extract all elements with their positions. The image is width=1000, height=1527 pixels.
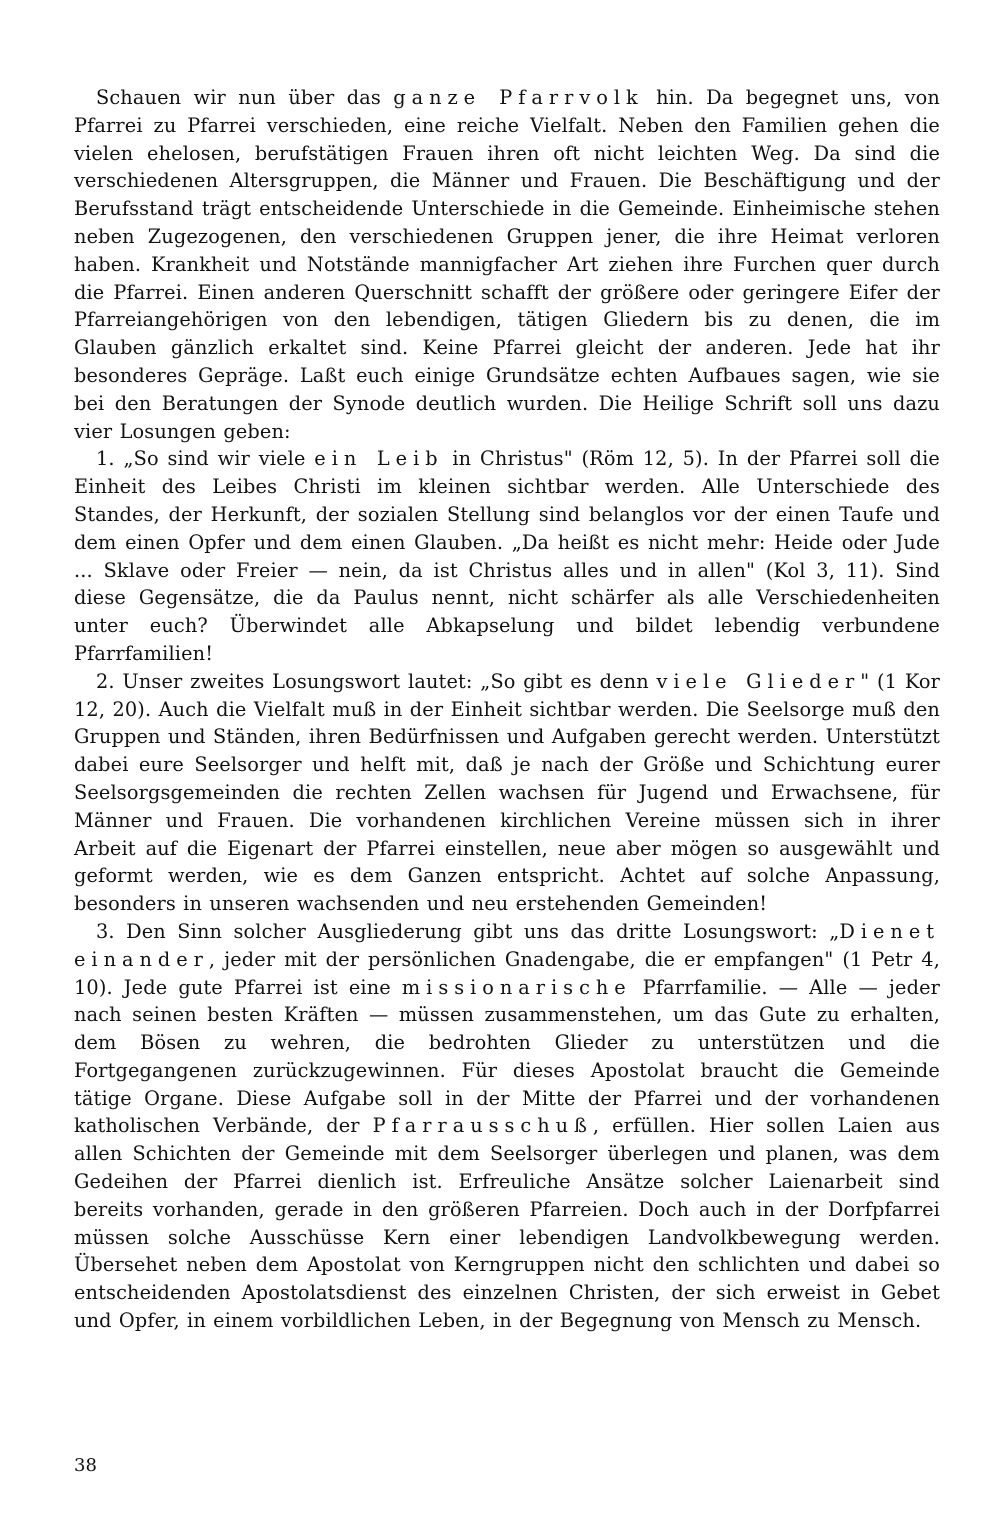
emphasis-spaced: ein Leib bbox=[314, 447, 444, 471]
text-segment: in Christus" (Röm 12, 5). In der Pfarrei soll die Einheit des Leibes Christi im kleinen sichtbar werden. Alle Unterschiede des Standes, der Herkunft, der sozialen Stellung sind belanglos vor der einen Taufe und dem einen Opfer und dem einen Glauben. „Da heißt es nicht mehr: Heide oder Jude ... Sklave oder Freier — nein, da ist Christus alles und in allen" (Kol 3, 11). Sind diese Gegensätze, die da Paulus nennt, nicht schärfer als alle Verschiedenheiten unter euch? Überwindet alle Abkapselung und bildet lebendig verbundene Pfarrfamilien! bbox=[74, 447, 940, 665]
text-segment: Schauen wir nun über das bbox=[96, 86, 394, 109]
paragraph-intro bbox=[74, 84, 940, 445]
emphasis-spaced: viele Glieder bbox=[656, 669, 861, 693]
paragraph-losung-3 bbox=[74, 918, 940, 1335]
page-body bbox=[74, 84, 940, 1484]
text-segment: , jeder mit der persönlichen Gnadengabe, die er empfangen" (1 Petr 4, 10). Jede gute Pfarrei ist eine bbox=[74, 947, 940, 999]
page-number: 38 bbox=[74, 1455, 97, 1476]
emphasis-spaced: ganze Pfarrvolk bbox=[393, 86, 644, 109]
text-segment: 1. „So sind wir viele bbox=[96, 447, 315, 471]
text-segment: hin. Da begegnet uns, von Pfarrei zu Pfarrei verschieden, eine reiche Vielfalt. Neben den Familien gehen die vielen ehelosen, berufstätigen Frauen ihren oft nicht leichten Weg. Da sind die verschiedenen Altersgruppen, die Männer und Frauen. Die Beschäftigung und der Berufsstand trägt entscheidende Unterschiede in die Gemeinde. Einheimische stehen neben Zugezogenen, den verschiedenen Gruppen jener, die ihre Heimat verloren haben. Krankheit und Notstände mannigfacher Art ziehen ihre Furchen quer durch die Pfarrei. Einen anderen Querschnitt schafft der größere oder geringere Eifer der Pfarreiangehörigen von den lebendigen, tätigen Gliedern bis zu denen, die im Glauben gänzlich erkaltet sind. Keine Pfarrei gleicht der anderen. Jede hat ihr besonderes Gepräge. Laßt euch einige Grundsätze echten Aufbaues sagen, wie sie bei den Beratungen der Synode deutlich wurden. Die Heilige Schrift soll uns dazu vier Losungen geben: bbox=[74, 86, 940, 443]
text-segment: " (1 Kor 12, 20). Auch die Vielfalt muß in der Einheit sichtbar werden. Die Seelsorge muß den Gruppen und Ständen, ihren Bedürfnissen und Aufgaben gerecht werden. Unterstützt dabei eure Seelsorger und helft mit, daß je nach der Größe und Schichtung eurer Seelsorgsgemeinden die rechten Zellen wachsen für Jugend und Erwachsene, für Männer und Frauen. Die vorhandenen kirchlichen Vereine müssen sich in ihrer Arbeit auf die Eigenart der Pfarrei einstellen, neue aber mögen so ausgewählt und geformt werden, wie es dem Ganzen entspricht. Achtet auf solche Anpassung, besonders in unseren wachsenden und neu erstehenden Gemeinden! bbox=[74, 669, 940, 916]
text-segment: , erfüllen. Hier sollen Laien aus allen Schichten der Gemeinde mit dem Seelsorger überlegen und planen, was dem Gedeihen der Pfarrei dienlich ist. Erfreuliche Ansätze solcher Laienarbeit sind bereits vorhanden, gerade in den größeren Pfarreien. Doch auch in der Dorfpfarrei müssen solche Ausschüsse Kern einer lebendigen Landvolkbewegung werden. Übersehet neben dem Apostolat von Kerngruppen nicht den schlichten und dabei so entscheidenden Apostolatsdienst des einzelnen Christen, der sich erweist in Gebet und Opfer, in einem vorbildlichen Leben, in der Begegnung von Mensch zu Mensch. bbox=[74, 1114, 940, 1333]
paragraph-losung-1 bbox=[74, 445, 940, 667]
text-segment: 3. Den Sinn solcher Ausgliederung gibt uns das dritte Losungswort: „ bbox=[96, 919, 840, 943]
emphasis-spaced: Dienet einander bbox=[74, 919, 940, 971]
text-segment: 2. Unser zweites Losungswort lautet: „So gibt es denn bbox=[96, 669, 657, 693]
text-segment: Pfarrfamilie. — Alle — jeder nach seinen besten Kräften — müssen zusammenstehen, um das Gute zu erhalten, dem Bösen zu wehren, die bedrohten Glieder zu unterstützen und die Fortgegangenen zurückzugewinnen. Für dieses Apostolat braucht die Gemeinde tätige Organe. Diese Aufgabe soll in der Mitte der Pfarrei und der vorhandenen katholischen Verbände, der bbox=[74, 975, 941, 1138]
paragraph-losung-2 bbox=[74, 668, 940, 918]
emphasis-spaced: Pfarrausschuß bbox=[372, 1114, 593, 1138]
emphasis-spaced: missionarische bbox=[401, 975, 632, 999]
